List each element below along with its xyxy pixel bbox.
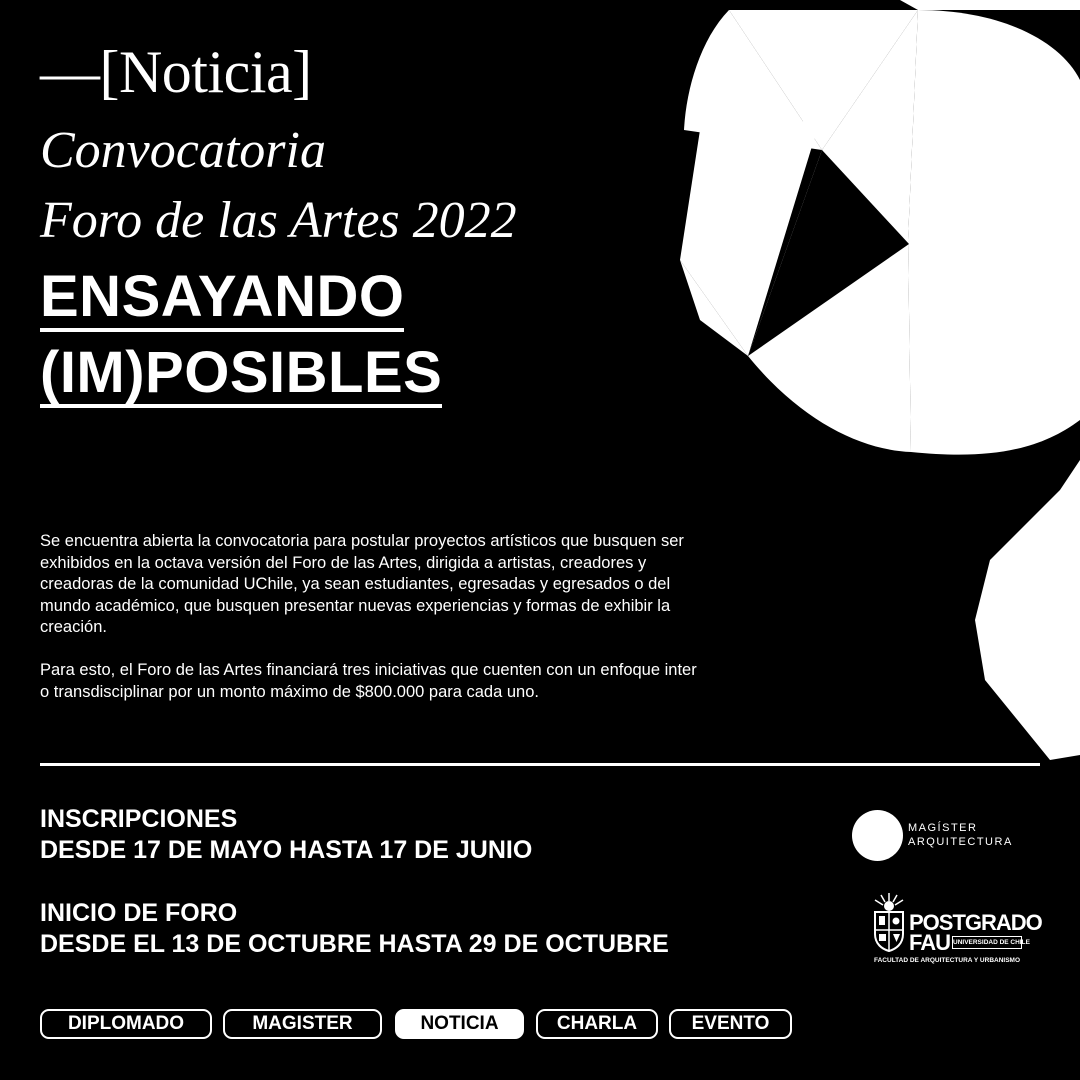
tag-diplomado[interactable]: DIPLOMADO [40, 1009, 212, 1039]
fau-wordmark: FAU [909, 930, 950, 955]
headline-line: ENSAYANDO [40, 266, 404, 332]
uchile-label: UNIVERSIDAD DE CHILE [952, 936, 1022, 949]
magister-arquitectura-logo [852, 810, 1052, 862]
university-crest-icon [872, 892, 906, 952]
headline [40, 266, 442, 418]
inscription-range: DESDE 17 DE MAYO HASTA 17 DE JUNIO [40, 836, 533, 864]
forum-range: DESDE EL 13 DE OCTUBRE HASTA 29 DE OCTUBRE [40, 930, 669, 958]
logo-text: MAGÍSTER [908, 822, 978, 834]
logo-text: ARQUITECTURA [908, 836, 1013, 848]
inscription-dates [40, 804, 532, 866]
tag-charla[interactable]: CHARLA [536, 1009, 658, 1039]
logo-circle-icon [852, 810, 903, 861]
news-kicker: —[Noticia] [40, 39, 312, 105]
forum-dates [40, 898, 669, 960]
subtitle-line: Convocatoria [40, 122, 326, 179]
postgrado-fau-logo [872, 892, 1042, 968]
faculty-label: FACULTAD DE ARQUITECTURA Y URBANISMO [874, 957, 1021, 964]
subtitle [40, 116, 517, 256]
tag-noticia[interactable]: NOTICIA [395, 1009, 524, 1039]
tag-magister[interactable]: MAGISTER [223, 1009, 382, 1039]
headline-line: (IM)POSIBLES [40, 342, 442, 408]
forum-label: INICIO DE FORO [40, 899, 238, 927]
body-paragraph: Para esto, el Foro de las Artes financiará tres iniciativas que cuenten con un enfoque inter o transdisciplinar por un monto máximo de $800.000 para cada uno. [40, 661, 697, 701]
body-paragraph: Se encuentra abierta la convocatoria para postular proyectos artísticos que busquen ser exhibidos en la octava versión del Foro de las Artes, dirigida a artistas, creadores y creadoras de la comunidad UChile, ya sean estudiantes, egresadas y egresados o del mundo académico, que busquen presentar nuevas experiencias y formas de exhibir la creación. [40, 532, 684, 636]
body-text [40, 531, 700, 703]
subtitle-line: Foro de las Artes 2022 [40, 192, 517, 249]
tag-evento[interactable]: EVENTO [669, 1009, 792, 1039]
postgrado-wordmark: POSTGRADO [909, 910, 1042, 935]
divider [40, 763, 1040, 766]
inscription-label: INSCRIPCIONES [40, 805, 238, 833]
